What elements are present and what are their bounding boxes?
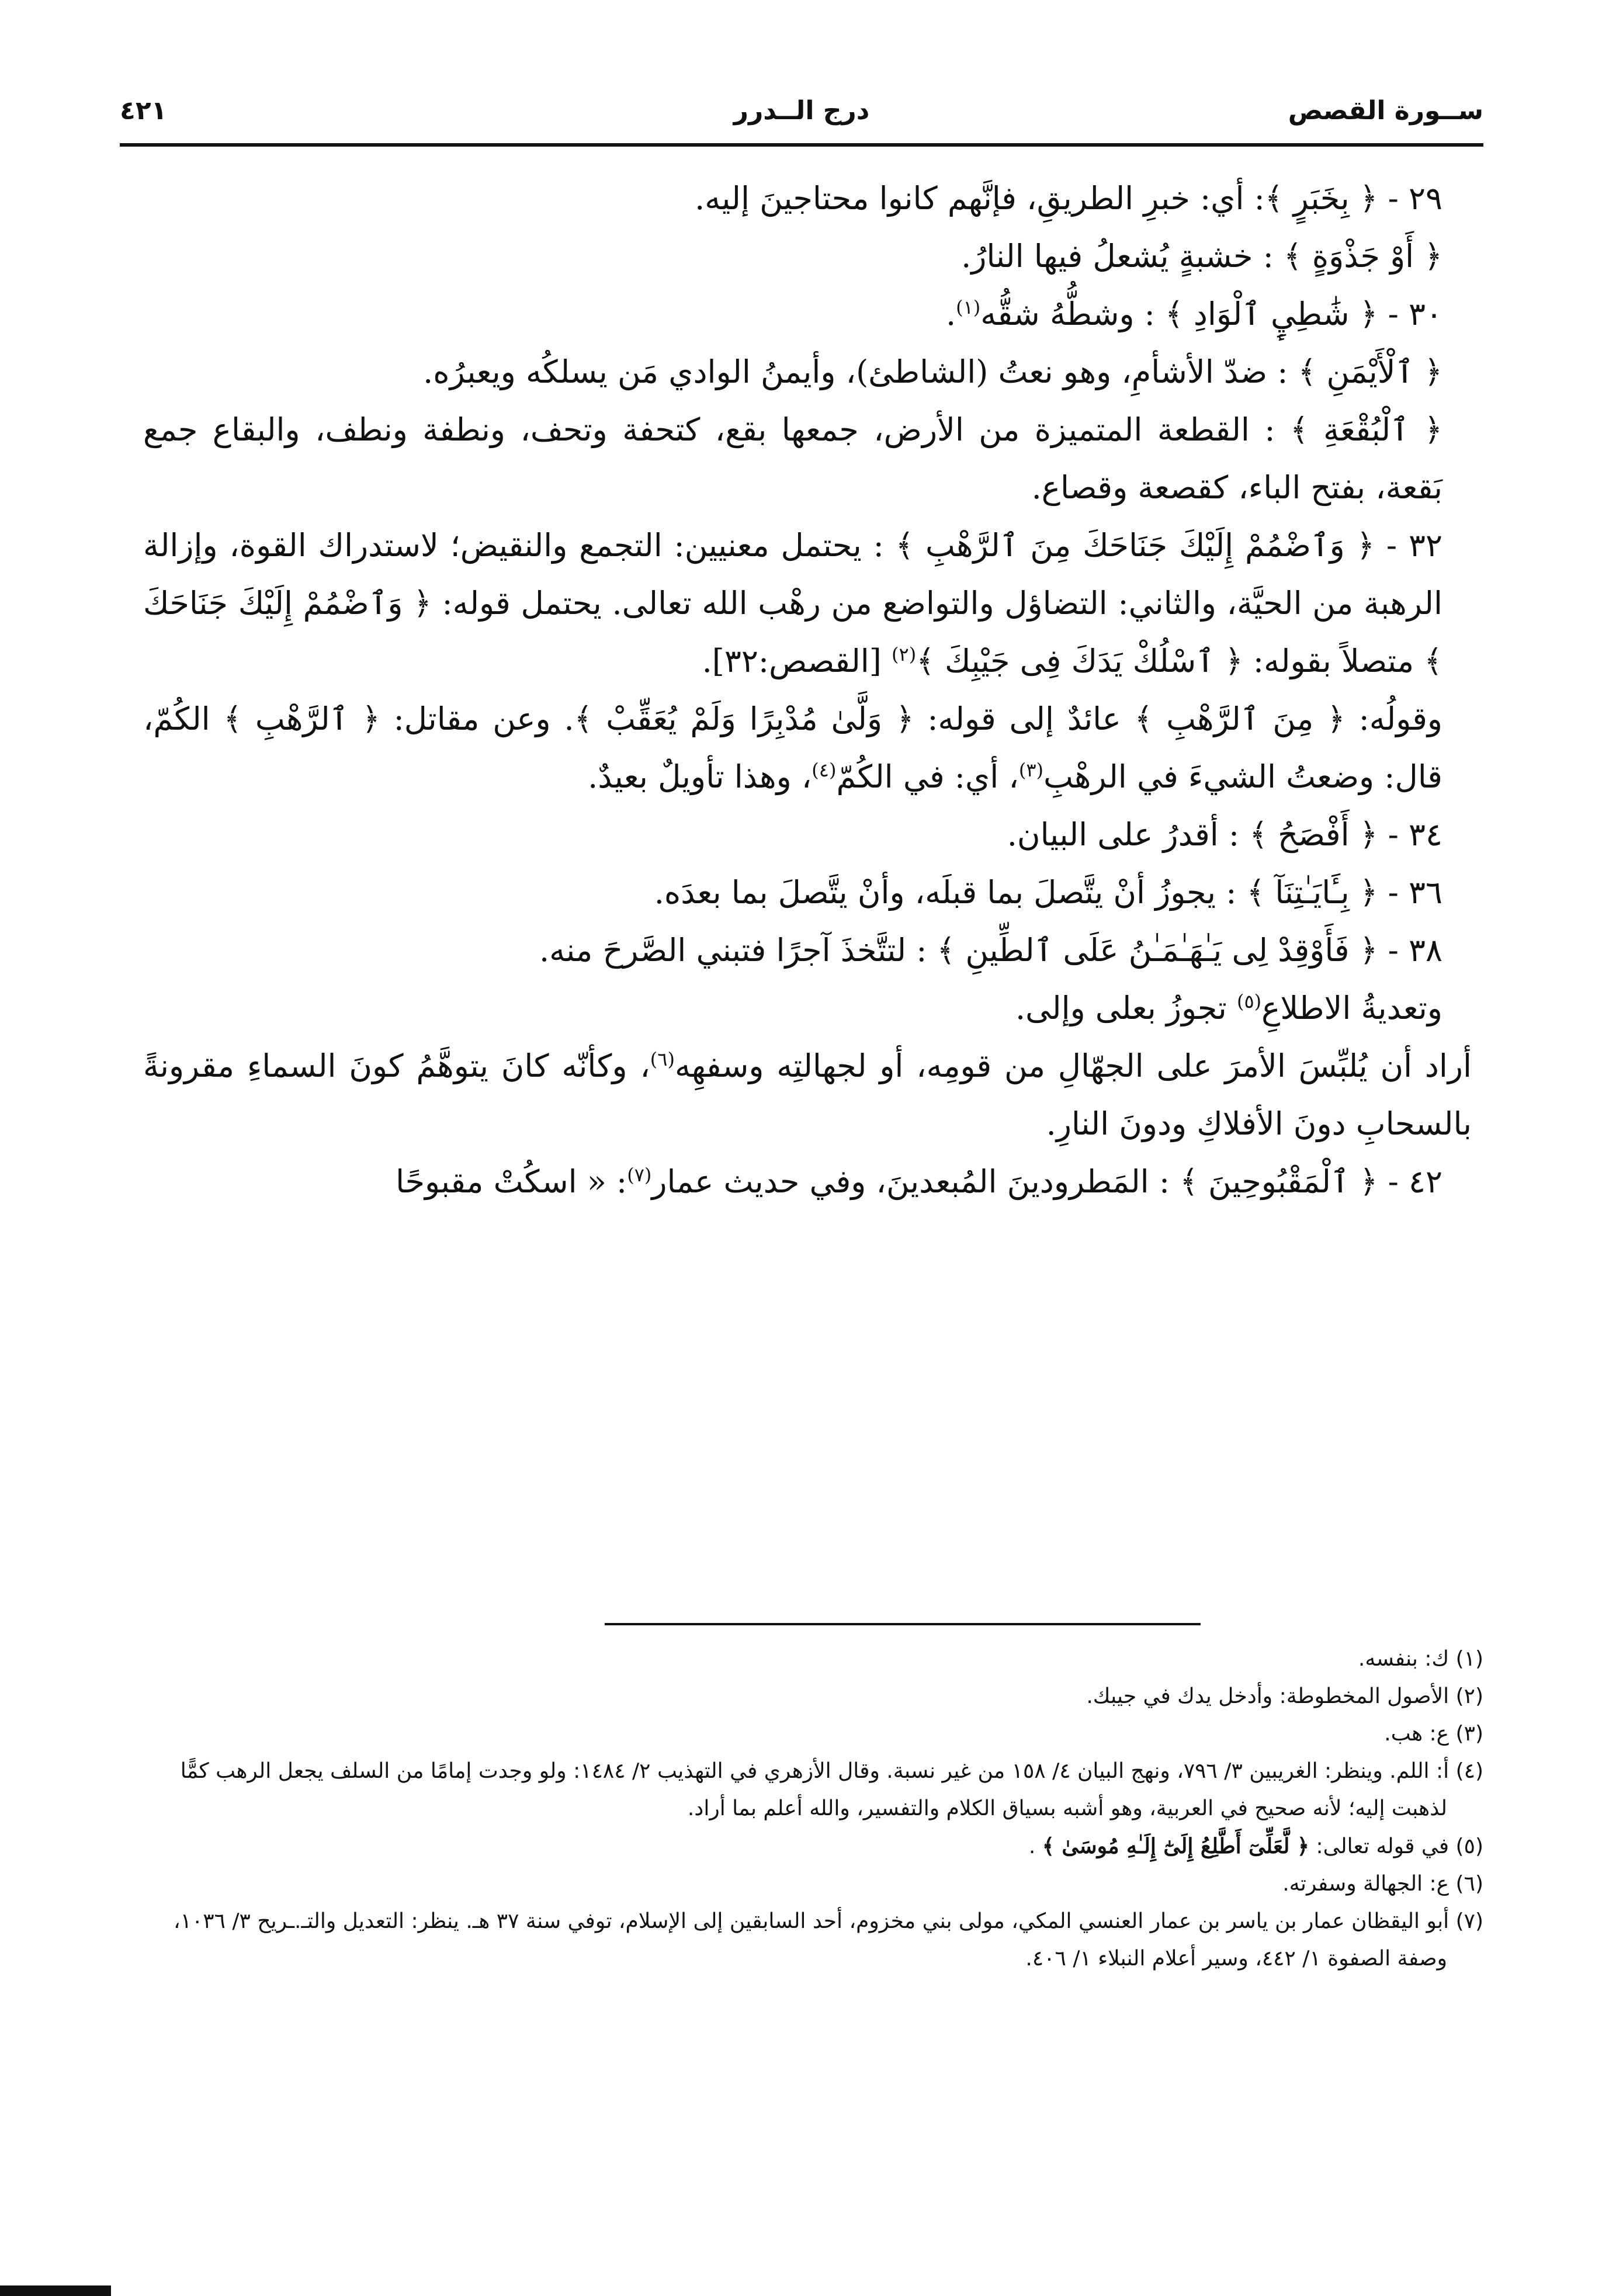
text-line: ٣٦ - ﴿ بِـَٔايَـٰتِنَآ ﴾ : يجوزُ أنْ يتَّصلَ بما قبلَه، وأنْ يتَّصلَ بما بعدَه.: [654, 874, 1442, 911]
main-text: [143, 169, 1472, 1211]
text-paragraph: ٣٢ - ﴿ وَٱضْمُمْ إِلَيْكَ جَنَاحَكَ مِنَ ٱلرَّهْبِ ﴾ : يحتمل معنيين: التجمع والنقيض؛ لاستدراك القوة، وإزالة الرهبة من الحيَّة، والثاني: التضاؤل والتواضع من رهْب الله تعالى. يحتمل قوله: ﴿ وَٱضْمُمْ إِلَيْكَ جَنَاحَكَ ﴾ متصلاً بقوله: ﴿ ٱسْلُكْ يَدَكَ فِى جَيْبِكَ ﴾$^{(٢)}$ [القصص:٣٢].: [143, 527, 1442, 679]
footnotes: [146, 1641, 1483, 1978]
text-line: ٤٢ - ﴿ ٱلْمَقْبُوحِينَ ﴾ : المَطرودينَ المُبعدينَ، وفي حديث عمار$^{(٧)}$: « اسكُتْ مقبوحًا: [396, 1163, 1442, 1200]
footnote-ref: (٢): [892, 643, 917, 665]
text-line: ٣٤ - ﴿ أَفْصَحُ ﴾ : أقدرُ على البيان.: [1007, 816, 1442, 853]
page-number: ٤٢١: [120, 96, 167, 126]
page-header: [120, 88, 1483, 140]
footnote: (٤) أ: اللم. وينظر: الغريبين ٣/ ٧٩٦، ونهج البيان ٤/ ١٥٨ من غير نسبة. وقال الأزهري في التهذيب ٢/ ١٤٨٤: ولو وجدت إمامًا من السلف يجعل الرهب كمًّا لذهبت إليه؛ لأنه صحيح في العربية، وهو أشبه بسياق الكلام والتفسير، والله أعلم بما أراد.: [180, 1759, 1483, 1820]
text-line: ٣٠ - ﴿ شَٰطِيِٕ ٱلْوَادِ ﴾ : وشطُّهُ شقُّه$^{(١)}$.: [945, 296, 1442, 332]
text-line: ﴿ ٱلْأَيْمَنِ ﴾ : ضدّ الأشأمِ، وهو نعتُ (الشاطئ)، وأيمنُ الوادي مَن يسلكُه ويعبرُه.: [423, 353, 1442, 390]
text-paragraph: وقولُه: ﴿ مِنَ ٱلرَّهْبِ ﴾ عائدٌ إلى قوله: ﴿ وَلَّىٰ مُدْبِرًا وَلَمْ يُعَقِّبْ ﴾. وعن مقاتل: ﴿ ٱلرَّهْبِ ﴾ الكُمّ، قال: وضعتُ الشيءَ في الرهْبِ$^{(٣)}$، أي: في الكُمّ$^{(٤)}$، وهذا تأويلٌ بعيدٌ.: [143, 700, 1442, 795]
footnote: (٦) ع: الجهالة وسفرته.: [1282, 1872, 1483, 1896]
footnote-ref: (٦): [650, 1048, 675, 1070]
text-line: وتعديةُ الاطلاعِ$^{(٥)}$ تجوزُ بعلى وإلى.: [1015, 990, 1442, 1026]
footnote: (١) ك: بنفسه.: [1358, 1647, 1483, 1671]
footnote: (٥) في قوله تعالى: ﴿ لَّعَلِّىٓ أَطَّلِعُ إِلَىٰٓ إِلَـٰهِ مُوسَىٰ ﴾ .: [1028, 1834, 1483, 1858]
text-line: ﴿ أَوْ جَذْوَةٍ ﴾ : خشبةٍ يُشعلُ فيها النارُ.: [961, 238, 1442, 275]
quran-quote: ﴿ لَّعَلِّىٓ أَطَّلِعُ إِلَىٰٓ إِلَـٰهِ مُوسَىٰ ﴾: [1042, 1834, 1310, 1858]
footnote: (٣) ع: هب.: [1384, 1722, 1483, 1746]
footnote: (٢) الأصول المخطوطة: وأدخل يدك في جيبك.: [1086, 1684, 1483, 1708]
footnote-ref: (٣): [1018, 759, 1044, 781]
header-divider: [120, 143, 1483, 147]
surah-title: ســورة القصص: [1288, 96, 1483, 126]
footnote-ref: (٤): [812, 759, 837, 781]
scan-edge-mark: [0, 2285, 111, 2296]
text-paragraph: أراد أن يُلبِّسَ الأمرَ على الجهّالِ من قومِه، أو لجهالتِه وسفهِه$^{(٦)}$، وكأنّه كانَ يتوهَّمُ كونَ السماءِ مقرونةً بالسحابِ دونَ الأفلاكِ ودونَ النارِ.: [143, 1048, 1472, 1142]
footnote-ref: (٥): [1236, 990, 1262, 1012]
text-line: ٢٩ - ﴿ بِخَبَرٍ ﴾: أي: خبرِ الطريقِ، فإنَّهم كانوا محتاجينَ إليه.: [695, 180, 1442, 217]
text-line: ٣٨ - ﴿ فَأَوْقِدْ لِى يَـٰهَـٰمَـٰنُ عَلَى ٱلطِّينِ ﴾ : لتتَّخذَ آجرًا فتبني الصَّرحَ منه.: [539, 932, 1442, 969]
footnote-ref: (١): [956, 296, 981, 318]
footnote-divider: [605, 1623, 1201, 1625]
footnote: (٧) أبو اليقظان عمار بن ياسر بن عمار العنسي المكي، مولى بني مخزوم، أحد السابقين إلى الإسلام، توفي سنة ٣٧ هـ. ينظر: التعديل والتـ.ـريح ٣/ ١٠٣٦، وصفة الصفوة ١/ ٤٤٢، وسير أعلام النبلاء ١/ ٤٠٦.: [174, 1909, 1483, 1971]
book-title: درج الــدرر: [733, 96, 870, 126]
text-paragraph: ﴿ ٱلْبُقْعَةِ ﴾ : القطعة المتميزة من الأرض، جمعها بقع، كتحفة وتحف، ونطفة ونطف، والبقاع جمع بَقعة، بفتح الباء، كقصعة وقصاع.: [143, 411, 1442, 506]
footnote-ref: (٧): [627, 1164, 652, 1186]
